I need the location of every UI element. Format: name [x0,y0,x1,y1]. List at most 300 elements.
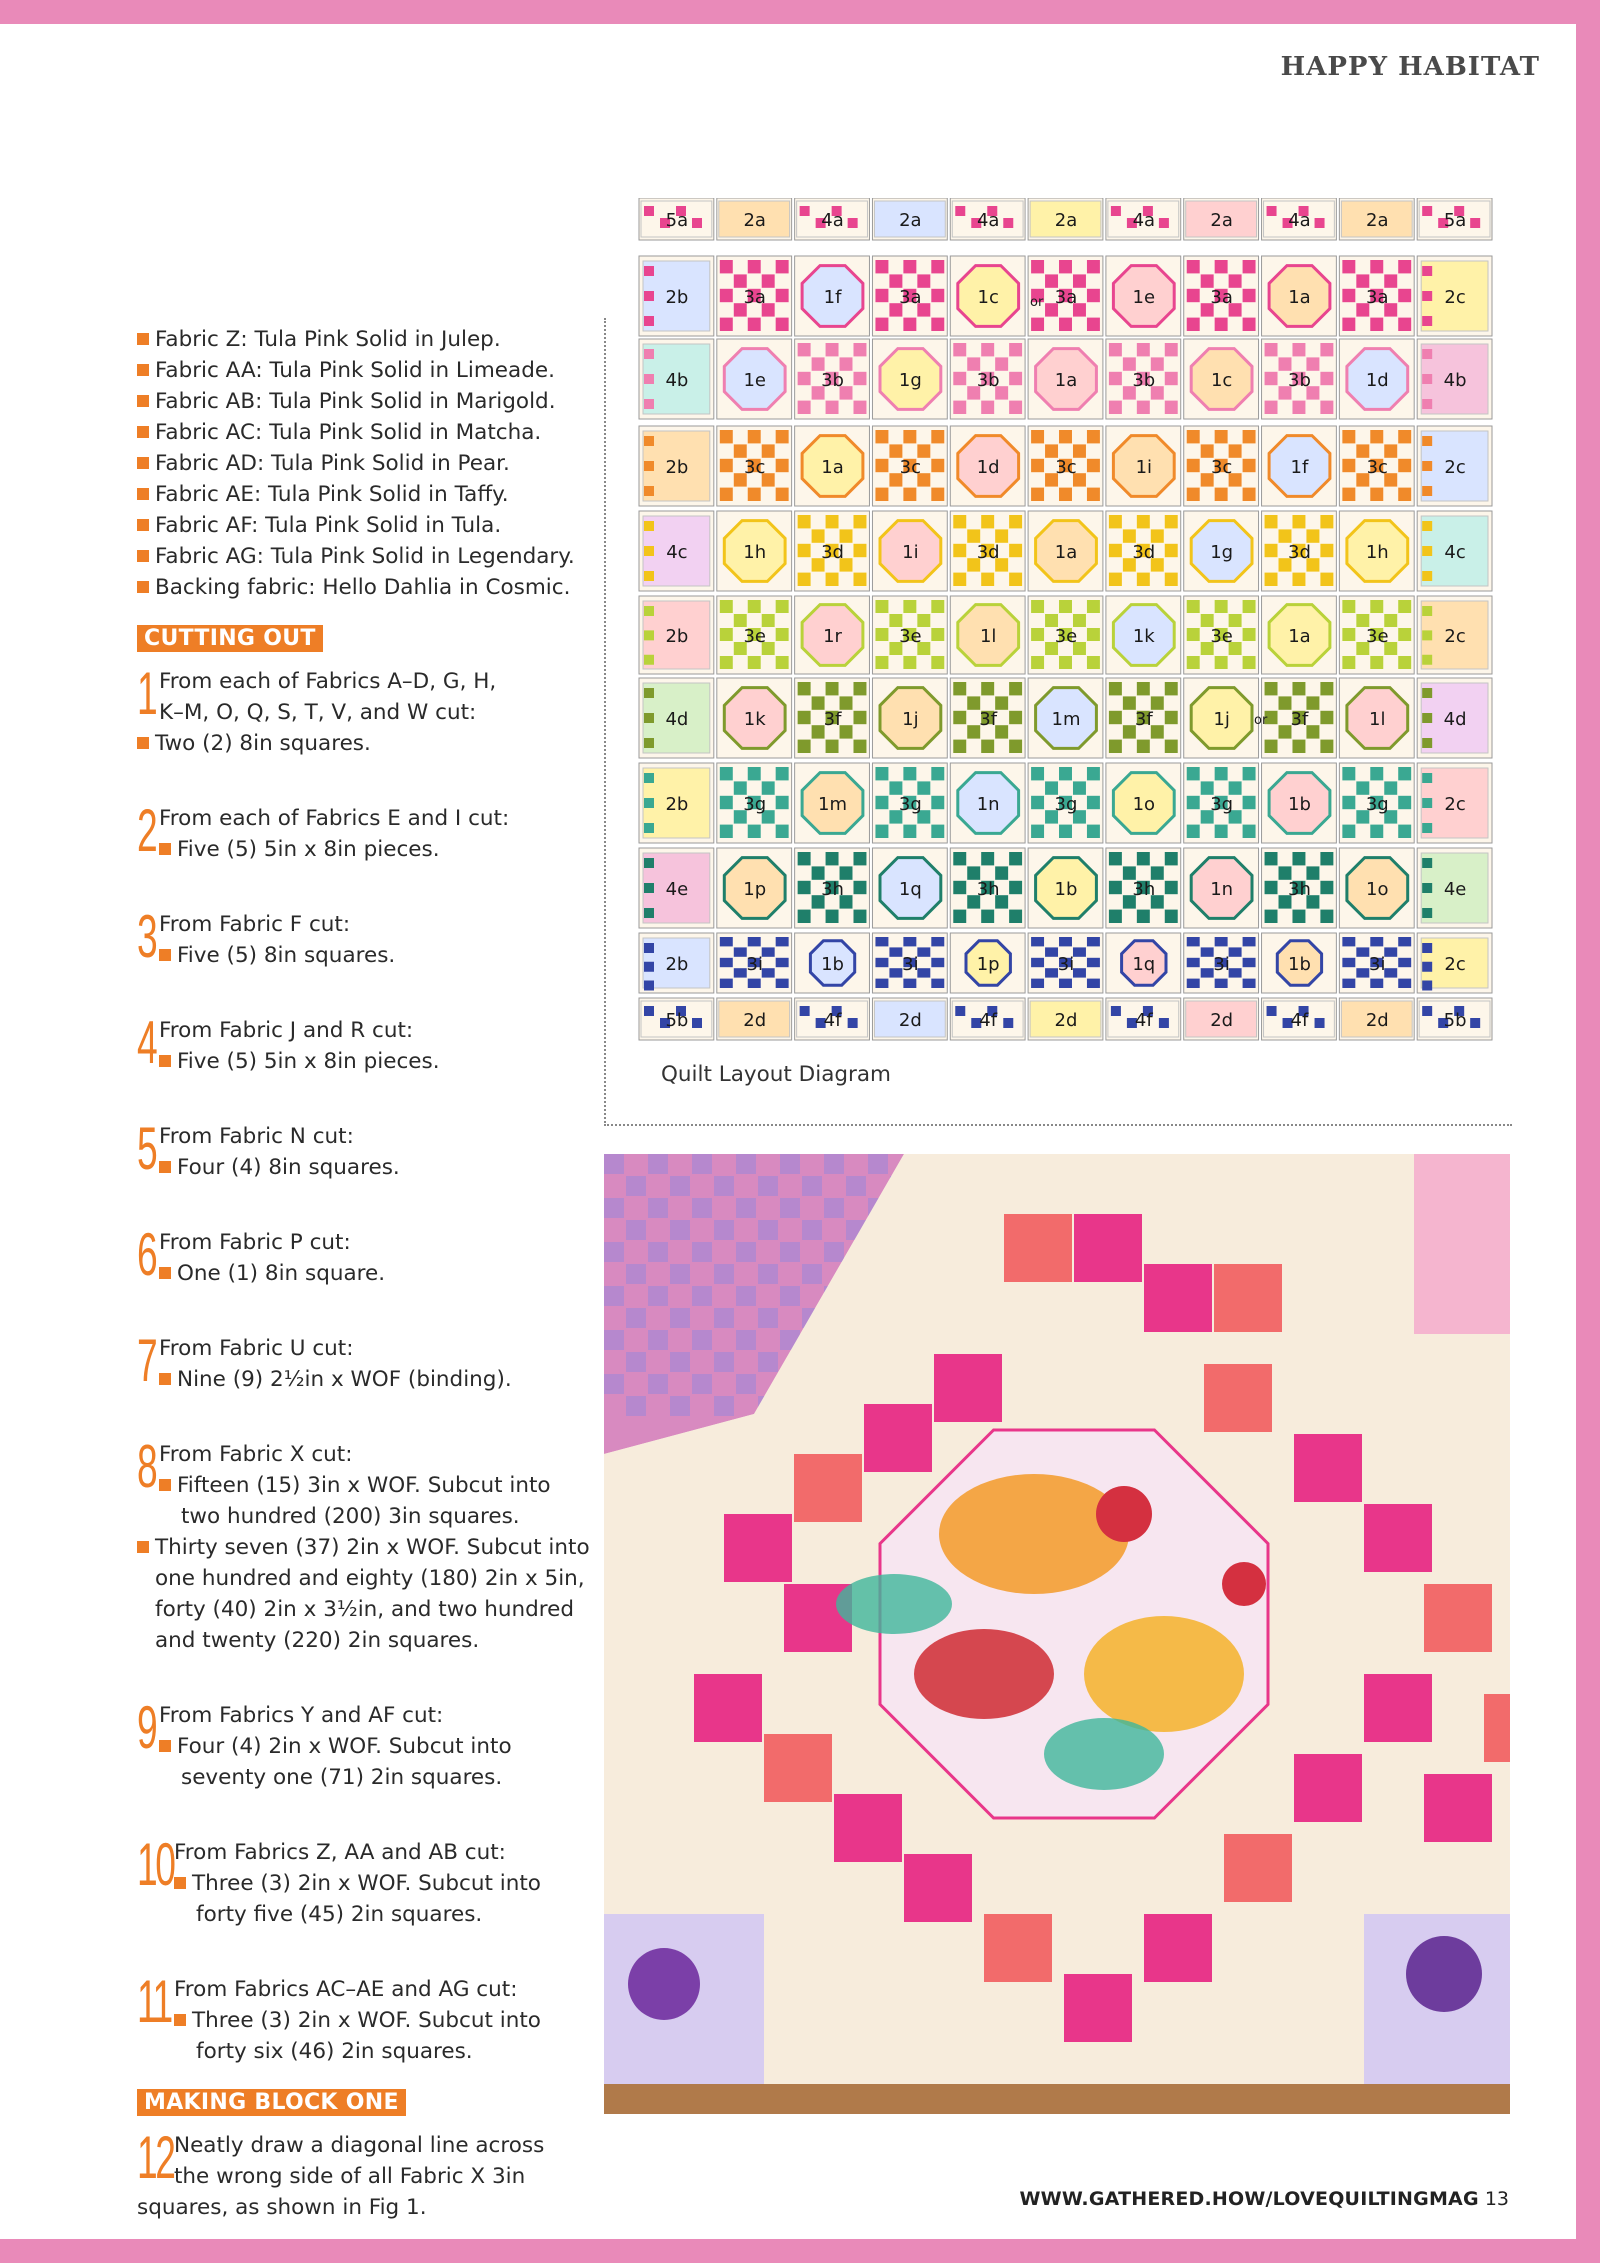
nine-patch-square [1165,682,1178,695]
block-label: 2d [898,1010,922,1031]
nine-patch-square [903,825,916,838]
block-label: 1g [898,370,922,391]
nine-patch-square [953,544,966,557]
block-label: 4c [1444,542,1466,563]
block-label: 3e [1054,626,1078,647]
nine-patch-square [903,937,916,946]
checker-square [648,1154,668,1174]
checker-square [626,1176,646,1196]
edge-square [1422,883,1432,893]
nine-patch-square [1356,781,1369,794]
checker-square [670,1308,690,1328]
checker-square [800,1006,810,1016]
nine-patch-square [1320,573,1333,586]
nine-patch-square [875,260,888,273]
nine-patch-square [1031,430,1044,443]
bullet-square-icon [159,1161,171,1173]
edge-square [1422,655,1432,665]
nine-patch-square [1370,260,1383,273]
nine-patch-square [748,430,761,443]
checker-square [736,1154,756,1174]
nine-patch-square [1059,825,1072,838]
block-label: 3f [1134,709,1153,730]
checker-square [648,1242,668,1262]
checker-square [1159,218,1169,228]
nine-patch-square [1398,628,1411,641]
step-9: 9 From Fabrics Y and AF cut: Four (4) 2in x WOF. Subcut into seventy one (71) 2in squares. [137,1694,512,1790]
nine-patch-square [1165,910,1178,923]
nine-patch-square [1109,401,1122,414]
nine-patch-square [1215,937,1228,946]
nine-patch-square [1306,357,1319,370]
edge-square [644,630,654,640]
block-label: 1f [1290,457,1309,478]
block-label: 1g [1210,542,1234,563]
nine-patch-square [1292,401,1305,414]
edge-square [1422,943,1432,953]
edge-square [1422,908,1432,918]
nine-patch-square [1187,628,1200,641]
nine-patch-square [1292,852,1305,865]
list-item: Fabric AC: Tula Pink Solid in Matcha. [137,417,587,448]
nine-patch-square [903,260,916,273]
nine-patch-square [953,515,966,528]
nine-patch-square [931,289,944,302]
nine-patch-square [798,573,811,586]
nine-patch-square [812,529,825,542]
nine-patch-square [812,725,825,738]
checker-square [626,1352,646,1372]
block-label: 1a [821,457,844,478]
nine-patch-square [1087,979,1100,988]
nine-patch-square [853,682,866,695]
nine-patch-square [1215,318,1228,331]
nine-patch-square [1384,781,1397,794]
edge-square [644,316,654,326]
block-label: 3f [823,709,842,730]
block-label: 1k [743,709,766,730]
nine-patch-square [1087,937,1100,946]
nine-patch-square [853,343,866,356]
nine-patch-square [776,488,789,501]
block-label: 5a [1443,210,1467,231]
block-label: 1r [823,626,842,647]
nine-patch-square [889,274,902,287]
step-number: 11 [137,1968,171,2035]
nine-patch-square [1229,444,1242,457]
nine-patch-square [1201,444,1214,457]
nine-patch-square [1087,796,1100,809]
checker-square [800,206,810,216]
nine-patch-square [917,947,930,956]
nine-patch-square [1265,401,1278,414]
page-footer [1020,2188,1510,2210]
block-label: 1e [1132,287,1156,308]
nine-patch-square [1123,725,1136,738]
block-label: 4e [665,879,689,900]
nine-patch-square [1165,515,1178,528]
nine-patch-square [1045,968,1058,977]
nine-patch-square [1306,529,1319,542]
edge-square [644,486,654,496]
nine-patch-square [931,958,944,967]
nine-patch-square [734,781,747,794]
block-label: 4d [665,709,689,730]
block-label: 1l [979,626,997,647]
block-label: 3c [899,457,922,478]
step-number: 7 [137,1327,156,1394]
nine-patch-square [1087,488,1100,501]
nine-patch-square [1243,600,1256,613]
nine-patch-square [720,979,733,988]
block-label: 1b [1288,954,1311,975]
nine-patch-square [931,459,944,472]
block-label: 3f [979,709,998,730]
block-label: 5b [1443,1010,1467,1031]
edge-square [1422,266,1432,276]
edge-square [1422,981,1432,991]
step-number: 6 [137,1221,156,1288]
quilt-layout-diagram [638,198,1500,1044]
nine-patch-square [1087,628,1100,641]
block-label: 1b [821,954,844,975]
checker-square [604,1330,624,1350]
nine-patch-square [720,289,733,302]
nine-patch-square [953,343,966,356]
nine-patch-square [1342,628,1355,641]
pink-patch [1364,1674,1432,1742]
pink-patch [794,1454,862,1522]
nine-patch-square [875,430,888,443]
nine-patch-square [720,488,733,501]
nine-patch-square [903,600,916,613]
nine-patch-square [1342,289,1355,302]
block-label: 1o [1366,879,1389,900]
nine-patch-square [798,372,811,385]
pink-patch [834,1794,902,1862]
nine-patch-square [1151,529,1164,542]
nine-patch-square [1165,573,1178,586]
nine-patch-square [1137,401,1150,414]
nine-patch-square [748,937,761,946]
nine-patch-square [1356,444,1369,457]
block-label: 1l [1369,709,1386,730]
nine-patch-square [853,711,866,724]
checker-square [1111,206,1121,216]
edge-square [644,962,654,972]
nine-patch-square [1087,430,1100,443]
block-label: 3c [1055,457,1077,478]
nine-patch-square [1243,430,1256,443]
nine-patch-square [1187,937,1200,946]
edge-square [644,546,654,556]
nine-patch-square [903,767,916,780]
pink-patch [1424,1584,1492,1652]
nine-patch-square [1201,968,1214,977]
nine-patch-square [1229,947,1242,956]
edge-square [1422,713,1432,723]
nine-patch-square [748,488,761,501]
nine-patch-square [981,573,994,586]
bullet-square-icon [159,1055,171,1067]
diagram-caption: Quilt Layout Diagram [661,1062,891,1087]
nine-patch-square [1398,488,1411,501]
nine-patch-square [1009,740,1022,753]
nine-patch-square [967,696,980,709]
nine-patch-square [1109,881,1122,894]
nine-patch-square [840,866,853,879]
pink-patch [1214,1264,1282,1332]
edge-square [644,521,654,531]
nine-patch-square [1265,852,1278,865]
page-number: 13 [1484,2188,1509,2210]
nine-patch-square [1243,459,1256,472]
checker-square [626,1264,646,1284]
nine-patch-square [1087,289,1100,302]
checker-square [780,1154,800,1174]
nine-patch-square [776,656,789,669]
block-label: 1o [1132,794,1156,815]
nine-patch-square [1165,401,1178,414]
bullet-square-icon [137,737,149,749]
block-label: 2a [743,210,766,231]
nine-patch-square [776,767,789,780]
nine-patch-square [1087,825,1100,838]
block-label: 3a [1054,287,1078,308]
nine-patch-square [798,852,811,865]
nine-patch-square [931,600,944,613]
nine-patch-square [720,796,733,809]
nine-patch-square [1243,958,1256,967]
berry-cluster [1096,1486,1152,1542]
edge-square [644,943,654,953]
nine-patch-square [1031,979,1044,988]
nine-patch-square [1009,401,1022,414]
nine-patch-square [875,979,888,988]
checker-square [1267,1006,1277,1016]
block-label: 1b [1288,794,1311,815]
block-label: 4e [1443,879,1467,900]
nine-patch-square [1059,937,1072,946]
block-label: 1i [902,542,919,563]
bullet-square-icon [137,426,149,438]
block-label: 1a [1288,287,1311,308]
nine-patch-square [1398,825,1411,838]
nine-patch-square [1279,725,1292,738]
edge-square [644,688,654,698]
violet-flower [1406,1936,1482,2012]
nine-patch-square [1342,825,1355,838]
checker-square [802,1220,822,1240]
nine-patch-square [889,947,902,956]
nine-patch-square [1243,767,1256,780]
edge-square [1422,571,1432,581]
nine-patch-square [1151,357,1164,370]
block-label: 3e [1210,626,1233,647]
nine-patch-square [853,740,866,753]
edge-square [644,606,654,616]
berry-cluster [1222,1562,1266,1606]
block-label: 3e [899,626,922,647]
nine-patch-square [1265,881,1278,894]
bullet-square-icon [137,550,149,562]
edge-square [1422,798,1432,808]
checker-square [670,1352,690,1372]
block-label: 3d [821,542,844,563]
block-label: 1m [818,794,848,815]
block-label: 2d [1365,1010,1389,1031]
nine-patch-square [875,796,888,809]
block-label: 3b [1132,370,1156,391]
checker-square [644,206,654,216]
nine-patch-square [1137,740,1150,753]
nine-patch-square [1320,544,1333,557]
nine-patch-square [1265,544,1278,557]
block-label: 1i [1135,457,1153,478]
checker-square [692,1374,712,1394]
nine-patch-square [931,318,944,331]
nine-patch-square [931,767,944,780]
nine-patch-square [734,274,747,287]
nine-patch-square [853,881,866,894]
checker-square [626,1396,646,1416]
step-4: 4 From Fabric J and R cut: Five (5) 5in x 8in pieces. [137,1009,440,1076]
nine-patch-square [931,628,944,641]
nine-patch-square [917,274,930,287]
block-label: 3d [976,542,1000,563]
nine-patch-square [1059,656,1072,669]
nine-patch-square [1279,529,1292,542]
nine-patch-square [776,260,789,273]
nine-patch-square [1059,430,1072,443]
nine-patch-square [776,600,789,613]
nine-patch-square [1187,430,1200,443]
pink-patch [1074,1214,1142,1282]
nine-patch-square [1320,740,1333,753]
nine-patch-square [1398,767,1411,780]
checker-square [758,1176,778,1196]
block-label: 4d [1443,709,1467,730]
nine-patch-square [1201,947,1214,956]
block-label: 3a [1210,287,1233,308]
checker-square [692,1018,702,1028]
checker-square [714,1264,734,1284]
nine-patch-square [1137,573,1150,586]
nine-patch-square [1265,343,1278,356]
nine-patch-square [967,866,980,879]
pink-patch [1004,1214,1072,1282]
nine-patch-square [889,968,902,977]
nine-patch-square [1265,515,1278,528]
nine-patch-square [776,289,789,302]
block-label: 1j [1213,709,1230,730]
nine-patch-square [826,343,839,356]
nine-patch-square [853,544,866,557]
edge-square [644,266,654,276]
nine-patch-square [1342,459,1355,472]
nine-patch-square [1073,444,1086,457]
checker-square [955,1006,965,1016]
nine-patch-square [1059,488,1072,501]
block-label: 4a [976,210,1000,231]
nine-patch-square [720,260,733,273]
nine-patch-square [1398,260,1411,273]
nine-patch-square [1109,544,1122,557]
checker-square [848,1018,858,1028]
checker-square [604,1374,624,1394]
nine-patch-square [1031,459,1044,472]
nine-patch-square [953,881,966,894]
nine-patch-square [1320,910,1333,923]
nine-patch-square [1165,343,1178,356]
bullet-square-icon [137,581,149,593]
nine-patch-square [1109,711,1122,724]
nine-patch-square [1201,274,1214,287]
block-label: 3e [743,626,766,647]
block-label: 3c [744,457,766,478]
block-label: 3b [821,370,844,391]
block-label: 4b [665,370,689,391]
block-label: 4b [1443,370,1467,391]
block-label: 2c [1444,287,1466,308]
nine-patch-square [798,544,811,557]
pink-patch [904,1854,972,1922]
checker-square [1470,218,1480,228]
step-8: 8 From Fabric X cut: Fifteen (15) 3in x WOF. Subcut into two hundred (200) 3in squares. Thirty seven (37) 2in x WOF. Subcut into one hundred and eighty (180) 2in x 5in, forty (40) 2in x 3½in, and two hundred and twenty (220) 2in squares. [137,1433,590,1653]
nine-patch-square [1073,968,1086,977]
nine-patch-square [840,357,853,370]
nine-patch-square [720,767,733,780]
nine-patch-square [1187,767,1200,780]
nine-patch-square [798,682,811,695]
block-label: 1f [823,287,842,308]
nine-patch-square [931,937,944,946]
pink-patch [984,1914,1052,1982]
nine-patch-square [1031,937,1044,946]
nine-patch-square [1137,910,1150,923]
nine-patch-square [853,910,866,923]
nine-patch-square [1320,682,1333,695]
nine-patch-square [1370,488,1383,501]
nine-patch-square [931,796,944,809]
nine-patch-square [1045,274,1058,287]
nine-patch-square [1342,488,1355,501]
nine-patch-square [931,430,944,443]
block-label: 1q [898,879,922,900]
nine-patch-square [1320,372,1333,385]
nine-patch-square [720,656,733,669]
nine-patch-square [1279,357,1292,370]
checker-square [758,1308,778,1328]
checker-square [1422,206,1432,216]
nine-patch-square [1123,696,1136,709]
block-label: 1a [1054,542,1078,563]
pink-patch [1224,1834,1292,1902]
block-label: 4a [1288,210,1311,231]
nine-patch-square [1292,573,1305,586]
checker-square [780,1286,800,1306]
list-item: Fabric AD: Tula Pink Solid in Pear. [137,448,587,479]
nine-patch-square [981,343,994,356]
nine-patch-square [1243,825,1256,838]
leaf-shape [1044,1718,1164,1790]
bullet-square-icon [137,457,149,469]
nine-patch-square [967,725,980,738]
nine-patch-square [1279,696,1292,709]
bullet-square-icon [137,1541,149,1553]
edge-square [644,738,654,748]
block-label: 3g [1210,794,1234,815]
